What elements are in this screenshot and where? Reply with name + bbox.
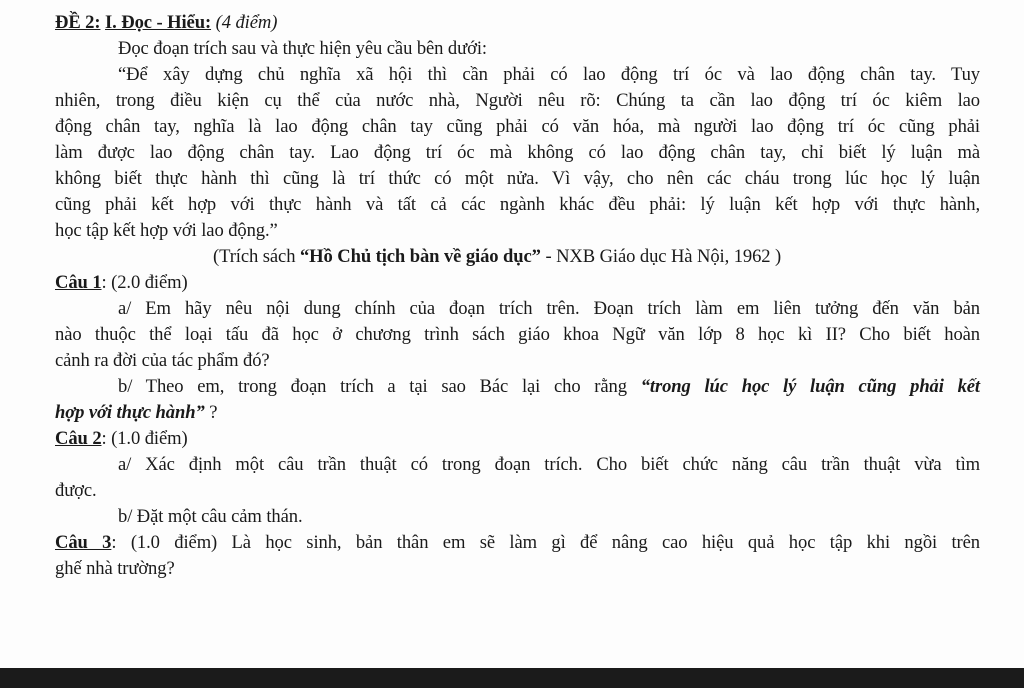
question-1b-quote: “trong lúc học lý luận cũng phải kết — [640, 376, 980, 397]
passage-source — [55, 244, 980, 270]
question-3-label: Câu 3 — [55, 532, 112, 553]
passage-line: “Để xây dựng chủ nghĩa xã hội thì cần phải có lao động trí óc và lao động chân tay. Tuy — [118, 64, 980, 85]
question-2-header — [55, 426, 980, 452]
question-2b: b/ Đặt một câu cảm thán. — [118, 506, 303, 527]
passage-line: học tập kết hợp với lao động.” — [55, 220, 278, 241]
passage-line: không biết thực hành thì cũng là trí thức có một nửa. Vì vậy, cho nên các cháu trong lúc học lý luận — [55, 168, 980, 189]
exam-document — [55, 10, 980, 582]
question-1b-prefix: b/ Theo em, trong đoạn trích a tại sao Bác lại cho rằng — [118, 376, 641, 397]
question-3-text: : (1.0 điểm) Là học sinh, bản thân em sẽ làm gì để nâng cao hiệu quả học tập khi ngồi trên — [111, 532, 980, 553]
passage-line: cũng phải kết hợp với thực hành và tất cả các ngành khác đều phải: lý luận kết hợp với thực hành, — [55, 194, 980, 215]
instruction: Đọc đoạn trích sau và thực hiện yêu cầu bên dưới: — [118, 38, 487, 59]
exam-header — [55, 10, 980, 36]
passage-line: động chân tay, nghĩa là lao động chân tay cũng phải có văn hóa, mà người lao động trí óc cũng phải — [55, 116, 980, 137]
exam-number: ĐỀ 2: — [55, 12, 101, 33]
source-prefix: (Trích sách — [213, 246, 300, 267]
source-title: “Hồ Chủ tịch bàn về giáo dục” — [299, 246, 541, 267]
question-2-label: Câu 2 — [55, 428, 102, 449]
passage — [55, 62, 980, 244]
question-1b-quote-end: hợp với thực hành” — [55, 402, 205, 423]
question-2-points: : (1.0 điểm) — [101, 428, 188, 449]
question-3-line — [55, 530, 980, 556]
question-1a-line: a/ Em hãy nêu nội dung chính của đoạn trích trên. Đoạn trích làm em liên tưởng đến văn bản — [118, 298, 980, 319]
question-1b-line — [55, 374, 980, 400]
question-1-header — [55, 270, 980, 296]
question-1b-suffix: ? — [204, 402, 218, 423]
question-2a-line: được. — [55, 480, 97, 501]
question-1-label: Câu 1 — [55, 272, 102, 293]
question-1b-line — [55, 400, 980, 426]
question-1a-line: cảnh ra đời của tác phẩm đó? — [55, 350, 270, 371]
source-suffix: - NXB Giáo dục Hà Nội, 1962 ) — [540, 246, 782, 267]
section-points: (4 điểm) — [215, 12, 278, 33]
bottom-bar — [0, 668, 1024, 688]
question-2a-line: a/ Xác định một câu trần thuật có trong đoạn trích. Cho biết chức năng câu trần thuật vừa tìm — [118, 454, 980, 475]
question-3-line: ghế nhà trường? — [55, 558, 175, 579]
question-1a-line: nào thuộc thể loại tấu đã học ở chương trình sách giáo khoa Ngữ văn lớp 8 học kì II? Cho biết hoàn — [55, 324, 980, 345]
question-1-points: : (2.0 điểm) — [101, 272, 188, 293]
passage-line: làm được lao động chân tay. Lao động trí óc mà không có lao động chân tay, chỉ biết lý luận mà — [55, 142, 980, 163]
section-title: I. Đọc - Hiểu: — [105, 12, 212, 33]
passage-line: nhiên, trong điều kiện cụ thể của nước nhà, Người nêu rõ: Chúng ta cần lao động trí óc kiêm lao — [55, 90, 980, 111]
